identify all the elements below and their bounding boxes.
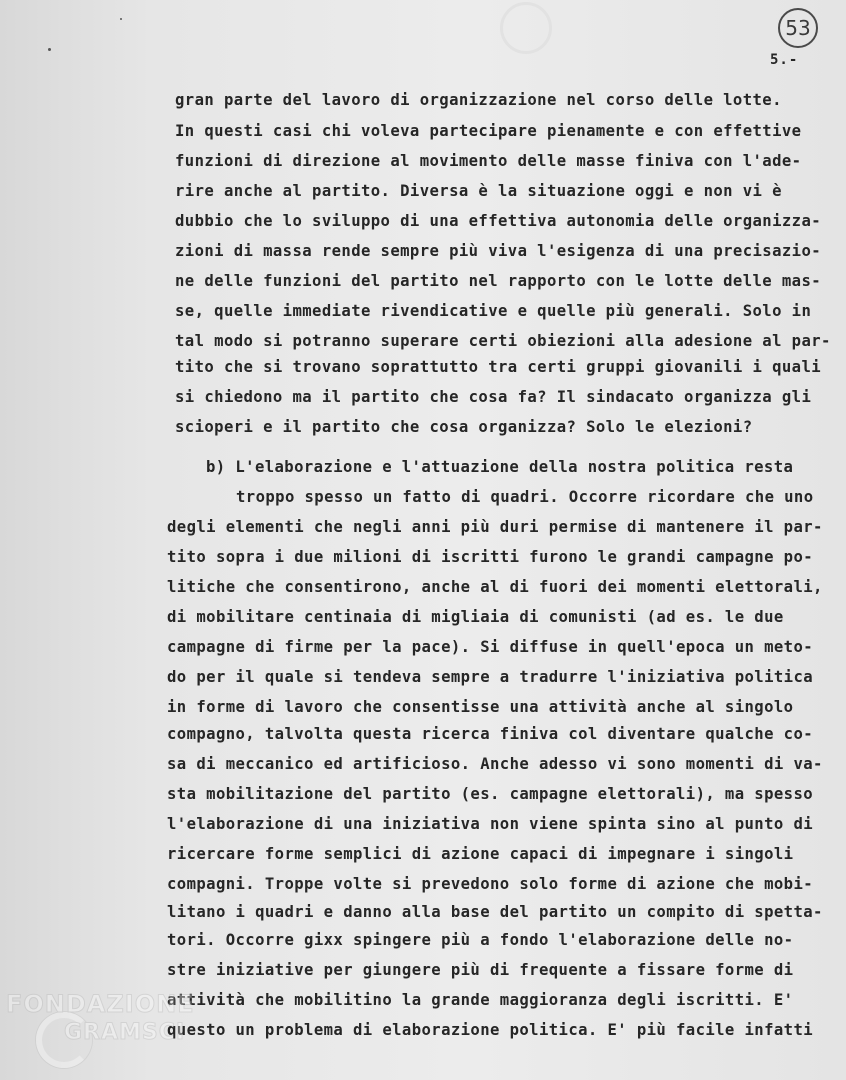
text-line: attività che mobilitino la grande maggioranza degli iscritti. E' [167, 991, 794, 1009]
text-line: campagne di firme per la pace). Si diffuse in quell'epoca un meto- [167, 638, 814, 656]
text-line: in forme di lavoro che consentisse una attività anche al singolo [167, 698, 794, 716]
faded-stamp [500, 2, 552, 54]
text-line: ricercare forme semplici di azione capaci di impegnare i singoli [167, 845, 794, 863]
text-line: zioni di massa rende sempre più viva l'esigenza di una precisazio- [175, 242, 822, 260]
text-line: si chiedono ma il partito che cosa fa? Il sindacato organizza gli [175, 388, 812, 406]
text-line: gran parte del lavoro di organizzazione nel corso delle lotte. [175, 91, 782, 109]
archive-watermark [6, 990, 216, 1070]
text-line: tori. Occorre gixx spingere più a fondo l'elaborazione delle no- [167, 931, 794, 949]
text-line: rire anche al partito. Diversa è la situazione oggi e non vi è [175, 182, 782, 200]
ink-speck [48, 48, 51, 51]
text-line: degli elementi che negli anni più duri permise di mantenere il par- [167, 518, 823, 536]
text-line: tal modo si potranno superare certi obiezioni alla adesione al par- [175, 332, 831, 350]
text-line: litiche che consentirono, anche al di fuori dei momenti elettorali, [167, 578, 823, 596]
text-line: compagno, talvolta questa ricerca finiva col diventare qualche co- [167, 725, 814, 743]
text-line: troppo spesso un fatto di quadri. Occorre ricordare che uno [236, 488, 814, 506]
text-line: sta mobilitazione del partito (es. campagne elettorali), ma spesso [167, 785, 814, 803]
text-line: litano i quadri e danno alla base del partito un compito di spetta- [167, 903, 823, 921]
folio-number: 53 [778, 8, 818, 48]
text-line: dubbio che lo sviluppo di una effettiva autonomia delle organizza- [175, 212, 822, 230]
text-line: In questi casi chi voleva partecipare pienamente e con effettive [175, 122, 802, 140]
text-line: b) L'elaborazione e l'attuazione della nostra politica resta [206, 458, 794, 476]
text-line: tito che si trovano soprattutto tra certi gruppi giovanili i quali [175, 358, 822, 376]
text-line: di mobilitare centinaia di migliaia di comunisti (ad es. le due [167, 608, 784, 626]
text-line: do per il quale si tendeva sempre a tradurre l'iniziativa politica [167, 668, 814, 686]
watermark-top-text: FONDAZIONE [6, 990, 195, 1018]
text-line: funzioni di direzione al movimento delle masse finiva con l'ade- [175, 152, 802, 170]
page-number: 5.- [770, 52, 799, 68]
ink-speck [120, 18, 122, 20]
text-line: scioperi e il partito che cosa organizza? Solo le elezioni? [175, 418, 753, 436]
watermark-bottom-text: GRAMSCI [64, 1020, 186, 1045]
text-line: questo un problema di elaborazione politica. E' più facile infatti [167, 1021, 814, 1039]
text-line: stre iniziative per giungere più di frequente a fissare forme di [167, 961, 794, 979]
text-line: l'elaborazione di una iniziativa non viene spinta sino al punto di [167, 815, 814, 833]
text-line: ne delle funzioni del partito nel rapporto con le lotte delle mas- [175, 272, 822, 290]
text-line: sa di meccanico ed artificioso. Anche adesso vi sono momenti di va- [167, 755, 823, 773]
text-line: se, quelle immediate rivendicative e quelle più generali. Solo in [175, 302, 812, 320]
text-line: compagni. Troppe volte si prevedono solo forme di azione che mobi- [167, 875, 814, 893]
text-line: tito sopra i due milioni di iscritti furono le grandi campagne po- [167, 548, 814, 566]
